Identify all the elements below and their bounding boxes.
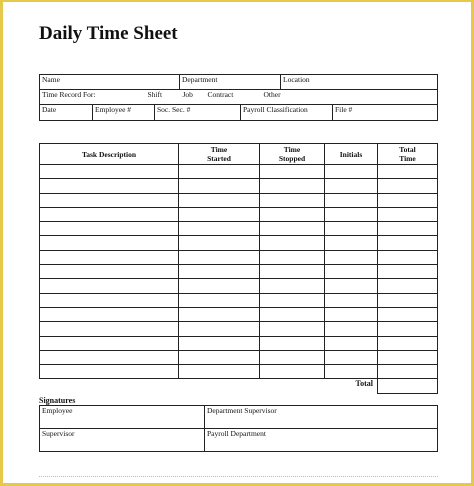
time-stopped-cell[interactable] <box>260 365 325 379</box>
time-started-cell[interactable] <box>179 165 260 179</box>
location-field[interactable] <box>281 75 438 90</box>
initials-cell[interactable] <box>325 179 378 193</box>
time-stopped-cell[interactable] <box>260 293 325 307</box>
supervisor-signature-field[interactable] <box>40 429 205 452</box>
total-time-cell[interactable] <box>378 293 438 307</box>
info-row-1 <box>40 75 438 90</box>
time-started-cell[interactable] <box>179 322 260 336</box>
time-started-cell[interactable] <box>179 336 260 350</box>
initials-cell[interactable] <box>325 250 378 264</box>
initials-cell[interactable] <box>325 293 378 307</box>
supervisor-label: Supervisor <box>42 429 75 438</box>
initials-cell[interactable] <box>325 279 378 293</box>
header-time-stopped: Time Stopped <box>260 144 325 165</box>
time-stopped-cell[interactable] <box>260 265 325 279</box>
task-description-cell[interactable] <box>40 193 179 207</box>
total-time-cell[interactable] <box>378 336 438 350</box>
total-time-cell[interactable] <box>378 165 438 179</box>
shift-label: Shift <box>147 90 163 99</box>
table-row <box>40 207 438 221</box>
total-time-cell[interactable] <box>378 279 438 293</box>
time-started-cell[interactable] <box>179 307 260 321</box>
task-description-cell[interactable] <box>40 236 179 250</box>
time-stopped-cell[interactable] <box>260 207 325 221</box>
info-row-2 <box>40 90 438 105</box>
info-subtable <box>40 105 437 120</box>
page-title: Daily Time Sheet <box>39 23 178 44</box>
time-started-cell[interactable] <box>179 179 260 193</box>
table-row <box>40 250 438 264</box>
task-table-body <box>40 165 438 379</box>
payroll-classification-label: Payroll Classification <box>243 105 308 114</box>
task-description-cell[interactable] <box>40 293 179 307</box>
time-stopped-cell[interactable] <box>260 179 325 193</box>
time-started-cell[interactable] <box>179 279 260 293</box>
table-row <box>40 222 438 236</box>
time-record-field[interactable] <box>40 90 438 105</box>
bottom-divider <box>39 476 438 477</box>
header-initials: Initials <box>325 144 378 165</box>
info-table <box>39 74 438 121</box>
employee-signature-label: Employee <box>42 406 73 415</box>
department-field[interactable] <box>180 75 281 90</box>
info-row-3 <box>40 105 438 121</box>
task-description-cell[interactable] <box>40 207 179 221</box>
task-table <box>39 143 438 394</box>
total-time-cell[interactable] <box>378 307 438 321</box>
signatures-table <box>39 405 438 452</box>
job-label: Job <box>182 90 193 99</box>
header-total-time: Total Time <box>378 144 438 165</box>
task-description-cell[interactable] <box>40 350 179 364</box>
task-description-cell[interactable] <box>40 336 179 350</box>
name-label: Name <box>42 75 60 84</box>
payroll-department-label: Payroll Department <box>207 429 266 438</box>
table-row <box>40 236 438 250</box>
header-time-started: Time Started <box>179 144 260 165</box>
name-field[interactable] <box>40 75 180 90</box>
table-row <box>40 307 438 321</box>
initials-cell[interactable] <box>325 365 378 379</box>
initials-cell[interactable] <box>325 207 378 221</box>
task-description-cell[interactable] <box>40 322 179 336</box>
table-row <box>40 179 438 193</box>
initials-cell[interactable] <box>325 222 378 236</box>
department-supervisor-label: Department Supervisor <box>207 406 277 415</box>
time-started-cell[interactable] <box>179 365 260 379</box>
table-row <box>40 336 438 350</box>
total-time-cell[interactable] <box>378 265 438 279</box>
employee-number-field[interactable] <box>93 105 155 120</box>
total-time-cell[interactable] <box>378 322 438 336</box>
total-time-cell[interactable] <box>378 236 438 250</box>
employee-number-label: Employee # <box>95 105 132 114</box>
total-row <box>40 379 438 393</box>
task-description-cell[interactable] <box>40 365 179 379</box>
payroll-classification-field[interactable] <box>241 105 333 120</box>
time-stopped-cell[interactable] <box>260 165 325 179</box>
payroll-department-signature-field[interactable] <box>205 429 438 452</box>
task-description-cell[interactable] <box>40 179 179 193</box>
time-stopped-cell[interactable] <box>260 279 325 293</box>
initials-cell[interactable] <box>325 193 378 207</box>
total-time-cell[interactable] <box>378 365 438 379</box>
time-started-cell[interactable] <box>179 350 260 364</box>
task-description-cell[interactable] <box>40 222 179 236</box>
total-label: Total <box>355 379 373 389</box>
soc-sec-label: Soc. Sec. # <box>157 105 191 114</box>
total-time-cell[interactable] <box>378 193 438 207</box>
initials-cell[interactable] <box>325 350 378 364</box>
header-task-description: Task Description <box>40 144 179 165</box>
total-time-cell[interactable] <box>378 179 438 193</box>
initials-cell[interactable] <box>325 322 378 336</box>
file-number-field[interactable] <box>333 105 438 120</box>
time-stopped-cell[interactable] <box>260 350 325 364</box>
task-description-cell[interactable] <box>40 165 179 179</box>
time-started-cell[interactable] <box>179 236 260 250</box>
employee-signature-field[interactable] <box>40 406 205 429</box>
task-description-cell[interactable] <box>40 307 179 321</box>
time-stopped-cell[interactable] <box>260 236 325 250</box>
total-time-cell[interactable] <box>378 222 438 236</box>
info-row-3-cell <box>40 105 438 121</box>
department-supervisor-signature-field[interactable] <box>205 406 438 429</box>
time-started-cell[interactable] <box>179 207 260 221</box>
time-started-cell[interactable] <box>179 250 260 264</box>
time-stopped-cell[interactable] <box>260 250 325 264</box>
total-time-cell[interactable] <box>378 207 438 221</box>
department-label: Department <box>182 75 218 84</box>
soc-sec-field[interactable] <box>155 105 241 120</box>
time-stopped-cell[interactable] <box>260 336 325 350</box>
total-time-cell[interactable] <box>378 250 438 264</box>
table-row <box>40 365 438 379</box>
time-stopped-cell[interactable] <box>260 222 325 236</box>
location-label: Location <box>283 75 310 84</box>
table-row <box>40 322 438 336</box>
table-row <box>40 165 438 179</box>
total-time-cell[interactable] <box>378 350 438 364</box>
total-cell[interactable] <box>378 379 438 393</box>
other-label: Other <box>263 90 281 99</box>
date-label: Date <box>42 105 57 114</box>
contract-label: Contract <box>207 90 234 99</box>
initials-cell[interactable] <box>325 165 378 179</box>
task-description-cell[interactable] <box>40 265 179 279</box>
file-number-label: File # <box>335 105 353 114</box>
time-stopped-cell[interactable] <box>260 322 325 336</box>
task-description-cell[interactable] <box>40 250 179 264</box>
table-row <box>40 193 438 207</box>
time-stopped-cell[interactable] <box>260 193 325 207</box>
signatures-heading: Signatures <box>39 396 76 405</box>
task-table-header <box>40 144 438 165</box>
time-started-cell[interactable] <box>179 293 260 307</box>
initials-cell[interactable] <box>325 265 378 279</box>
initials-cell[interactable] <box>325 307 378 321</box>
time-stopped-cell[interactable] <box>260 307 325 321</box>
time-started-cell[interactable] <box>179 222 260 236</box>
task-description-cell[interactable] <box>40 279 179 293</box>
initials-cell[interactable] <box>325 336 378 350</box>
time-record-label: Time Record For: <box>42 90 96 99</box>
table-row <box>40 265 438 279</box>
date-field[interactable] <box>40 105 93 120</box>
table-row <box>40 350 438 364</box>
table-row <box>40 293 438 307</box>
time-started-cell[interactable] <box>179 265 260 279</box>
time-started-cell[interactable] <box>179 193 260 207</box>
initials-cell[interactable] <box>325 236 378 250</box>
table-row <box>40 279 438 293</box>
